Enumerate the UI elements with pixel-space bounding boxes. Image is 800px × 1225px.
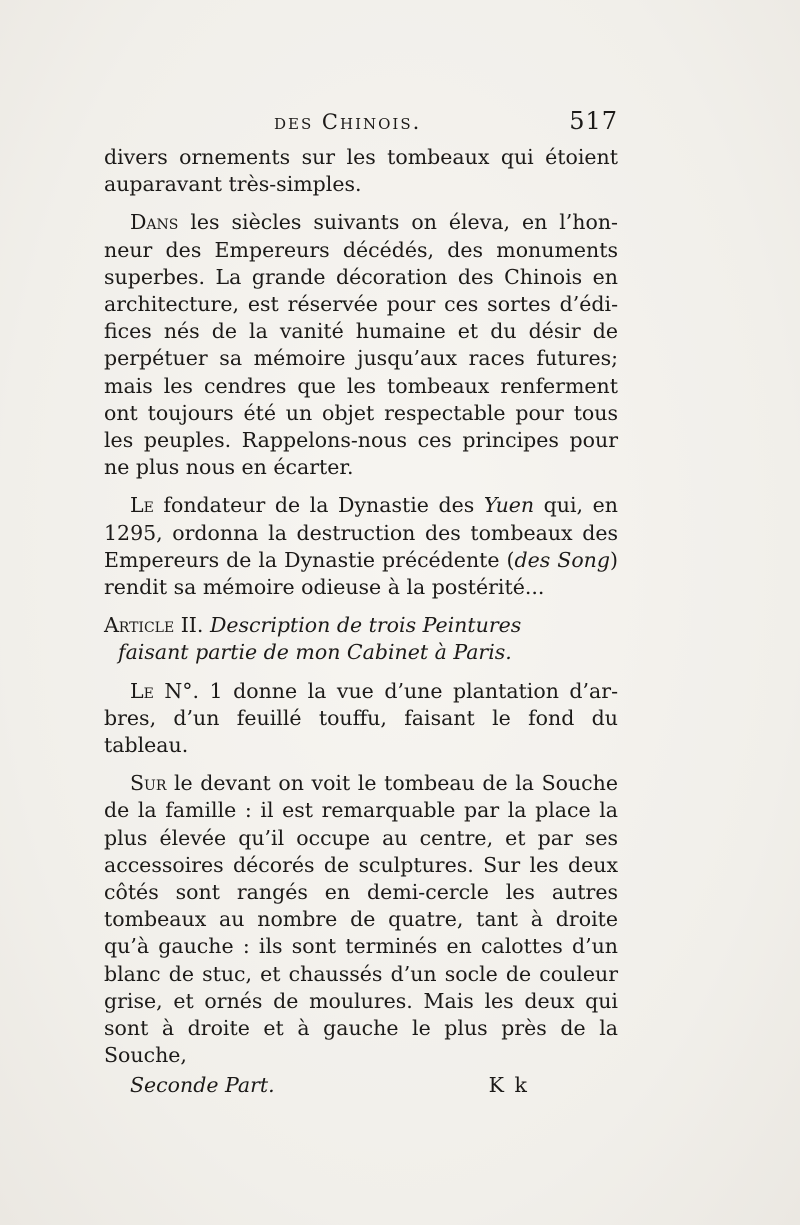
dynasty-name-yuen: Yuen	[483, 493, 535, 518]
paragraph-body: les siècles suivants on éleva, en l’hon-neur des Empereurs décédés, des monuments superbes. La grande décoration des Chinois en architecture, est réservée pour ces sortes d’édi-fices nés de la vanité humaine et du désir de perpétuer sa mémoire jusqu’aux races futures; mais les cendres que les tombeaux renferment ont toujours été un objet respectable pour tous les peuples. Rappelons-nous ces principes pour ne plus nous en écarter.	[104, 210, 618, 480]
paragraph-body: le devant on voit le tombeau de la Souche de la famille : il est remarquable par la place la plus élevée qu’il occupe au centre, et par ses accessoires décorés de sculptures. Sur les deux côtés sont rangés en demi-cercle les autres tombeaux au nombre de quatre, tant à droite qu’à gauche : ils sont terminés en calottes d’un blanc de stuc, et chaussés d’un socle de couleur grise, et ornés de moulures. Mais les deux qui sont à droite et à gauche le plus près de la Souche,	[104, 771, 618, 1068]
paragraph-tombs	[104, 770, 618, 1069]
paragraph-body: N°. 1 donne la vue d’une plantation d’ar-bres, d’un feuillé touffu, faisant le fond du tableau.	[104, 678, 618, 758]
paragraph-lead-word: Dans	[130, 210, 179, 235]
page-number: 517	[569, 107, 618, 135]
paragraph-lead-word: Le	[130, 678, 154, 703]
article-title-line2: faisant partie de mon Cabinet à Paris.	[118, 640, 512, 665]
article-label: Article II.	[104, 613, 204, 638]
paragraph-body: ) rendit sa mémoire odieuse à la postérité...	[104, 547, 618, 600]
paragraph-lead-word: Sur	[130, 771, 167, 796]
part-label: Seconde Part.	[130, 1072, 275, 1097]
paragraph-plantation	[104, 678, 618, 760]
article-title-line1: Description de trois Peintures	[209, 613, 522, 638]
page-footer	[104, 1072, 618, 1099]
paragraph-lead-word: Le	[130, 493, 154, 518]
paragraph-continuation: divers ornements sur les tombeaux qui étoient auparavant très-simples.	[104, 145, 618, 197]
paragraph-yuen-dynasty	[104, 492, 618, 601]
paragraph-body: qui, en 1295, ordonna la destruction des tombeaux des Empereurs de la Dynastie précédente (	[104, 493, 618, 572]
running-title: des Chinois.	[274, 110, 422, 134]
paragraph-body: fondateur de la Dynastie des	[153, 493, 484, 518]
text-block	[104, 108, 618, 1099]
paragraph-monuments	[104, 209, 618, 481]
running-header	[104, 108, 618, 140]
article-heading	[104, 612, 618, 666]
dynasty-name-song: des Song	[514, 547, 610, 572]
signature-mark: K k	[488, 1072, 529, 1097]
article-heading-line1	[104, 612, 618, 639]
